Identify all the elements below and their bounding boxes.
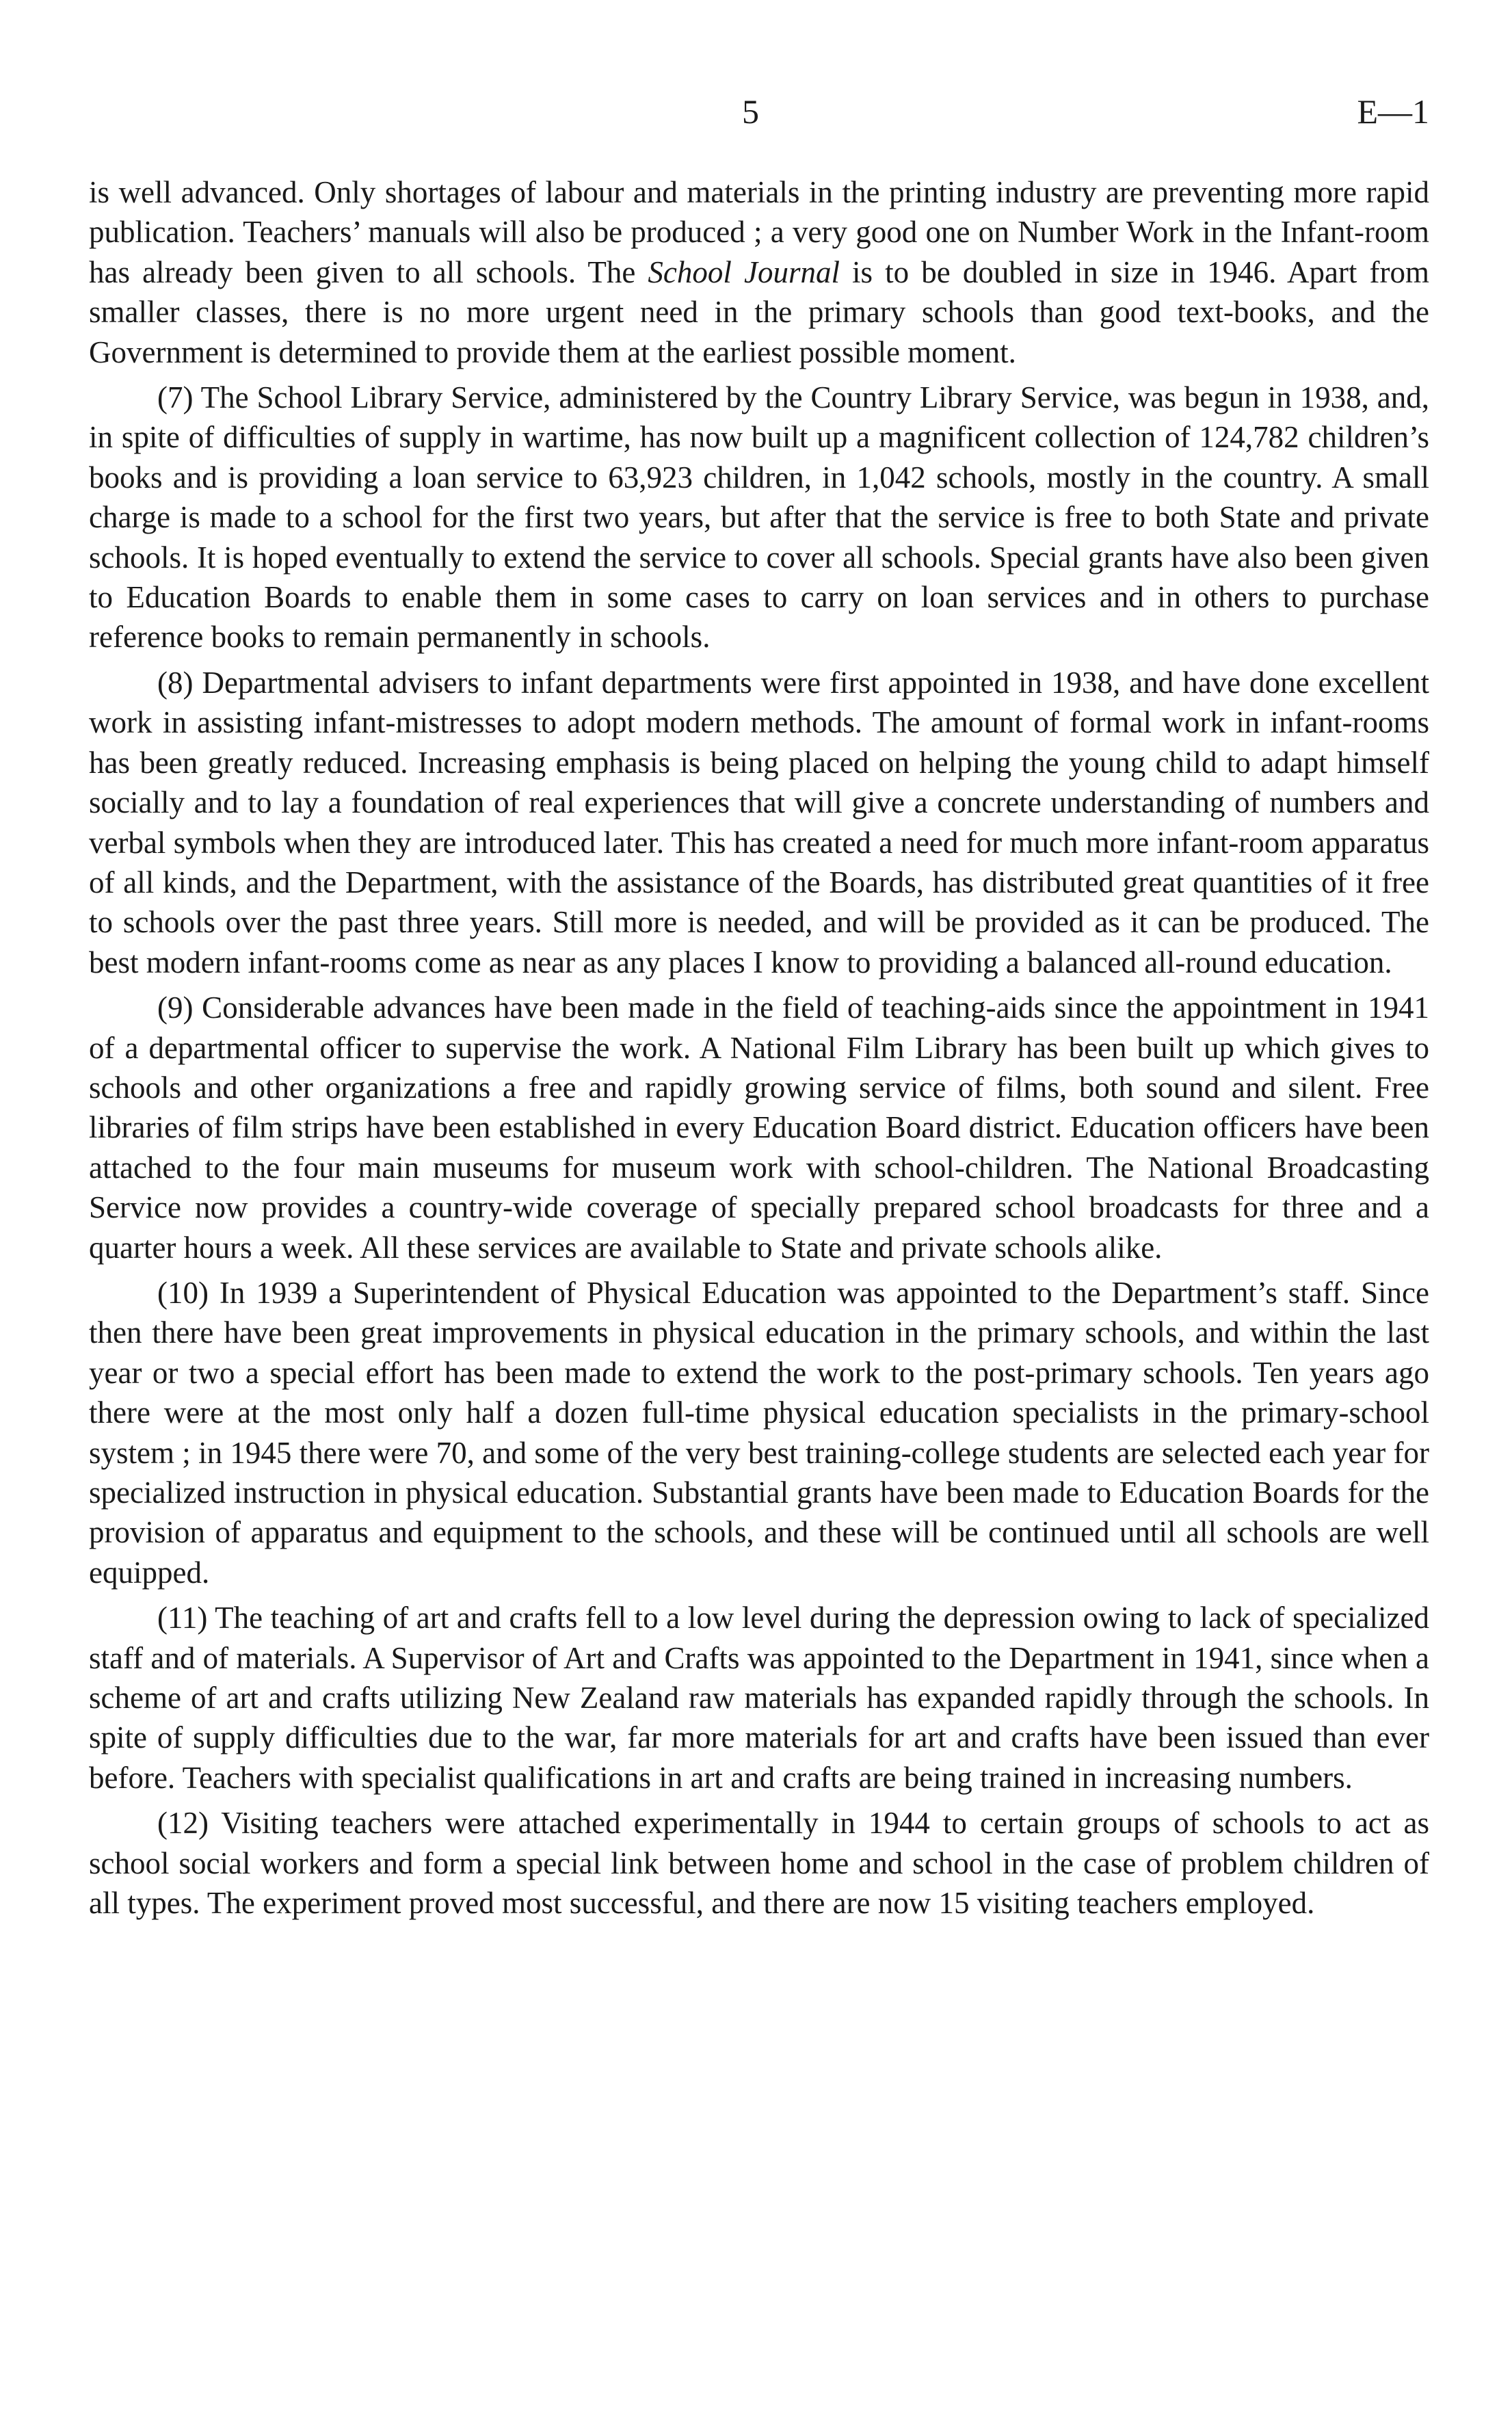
- school-journal-title: School Journal: [648, 254, 840, 289]
- paragraph-continued: [89, 172, 1429, 372]
- paragraph-10-physical-education: (10) In 1939 a Superintendent of Physical Education was appointed to the Department’s staff. Since then there have been great improvements in physical education in the primary schools, and within the last year or two a special effort has been made to extend the work to the post-primary schools. Ten years ago there were at the most only half a dozen full-time physical education specialists in the primary-school system ; in 1945 there were 70, and some of the very best training-college students are selected each year for specialized instruction in physical education. Substantial grants have been made to Education Boards for the provision of apparatus and equipment to the schools, and these will be continued until all schools are well equipped.: [89, 1275, 1429, 1590]
- page-header: [89, 88, 1429, 135]
- paragraph-7-school-library-service: (7) The School Library Service, administered by the Country Library Service, was begun in 1938, and, in spite of difficulties of supply in wartime, has now built up a magnificent collection of 124,782 children’s books and is providing a loan service to 63,923 children, in 1,042 schools, mostly in the country. A small charge is made to a school for the first two years, but after that the service is free to both State and private schools. It is hoped eventually to extend the service to cover all schools. Special grants have also been given to Education Boards to enable them in some cases to carry on loan services and in others to purchase reference books to remain permanently in schools.: [89, 380, 1429, 655]
- page-number: 5: [742, 92, 759, 131]
- paragraph-continued-text-after: is to be doubled in size in 1946. Apart from smaller classes, there is no more urgent need in the primary schools than good text-books, and the Government is determined to provide them at the earliest possible moment.: [89, 254, 1429, 369]
- paragraph-continued-text: is well advanced. Only shortages of labour and materials in the printing industry are preventing more rapid publication. Teachers’ manuals will also be produced ; a very good one on Number Work in the Infant-room has already been given to all schools. The: [89, 175, 1429, 289]
- body-text: [89, 172, 1429, 1928]
- document-reference: E—1: [1357, 92, 1429, 131]
- paragraph-9-teaching-aids: (9) Considerable advances have been made in the field of teaching-aids since the appointment in 1941 of a departmental officer to supervise the work. A National Film Library has been built up which gives to schools and other organizations a free and rapidly growing service of films, both sound and silent. Free libraries of film strips have been established in every Education Board district. Education officers have been attached to the four main museums for museum work with school-children. The National Broadcasting Service now provides a country-wide coverage of specially prepared school broadcasts for three and a quarter hours a week. All these services are available to State and private schools alike.: [89, 990, 1429, 1265]
- paragraph-8-infant-departments: (8) Departmental advisers to infant departments were first appointed in 1938, and have done excellent work in assisting infant-mistresses to adopt modern methods. The amount of formal work in infant-rooms has been greatly reduced. Increasing emphasis is being placed on helping the young child to adapt himself socially and to lay a foundation of real experiences that will give a concrete understanding of numbers and verbal symbols when they are introduced later. This has created a need for much more infant-room apparatus of all kinds, and the Department, with the assistance of the Boards, has distributed great quantities of it free to schools over the past three years. Still more is needed, and will be provided as it can be produced. The best modern infant-rooms come as near as any places I know to providing a balanced all-round education.: [89, 665, 1429, 980]
- paragraph-12-visiting-teachers: (12) Visiting teachers were attached experimentally in 1944 to certain groups of schools to act as school social workers and form a special link between home and school in the case of problem children of all types. The experiment proved most successful, and there are now 15 visiting teachers employed.: [89, 1806, 1429, 1921]
- paragraph-11-art-and-crafts: (11) The teaching of art and crafts fell to a low level during the depression owing to lack of specialized staff and of materials. A Supervisor of Art and Crafts was appointed to the Department in 1941, since when a scheme of art and crafts utilizing New Zealand raw materials has expanded rapidly through the schools. In spite of supply difficulties due to the war, far more materials for art and crafts have been issued than ever before. Teachers with specialist qualifications in art and crafts are being trained in increasing numbers.: [89, 1601, 1429, 1795]
